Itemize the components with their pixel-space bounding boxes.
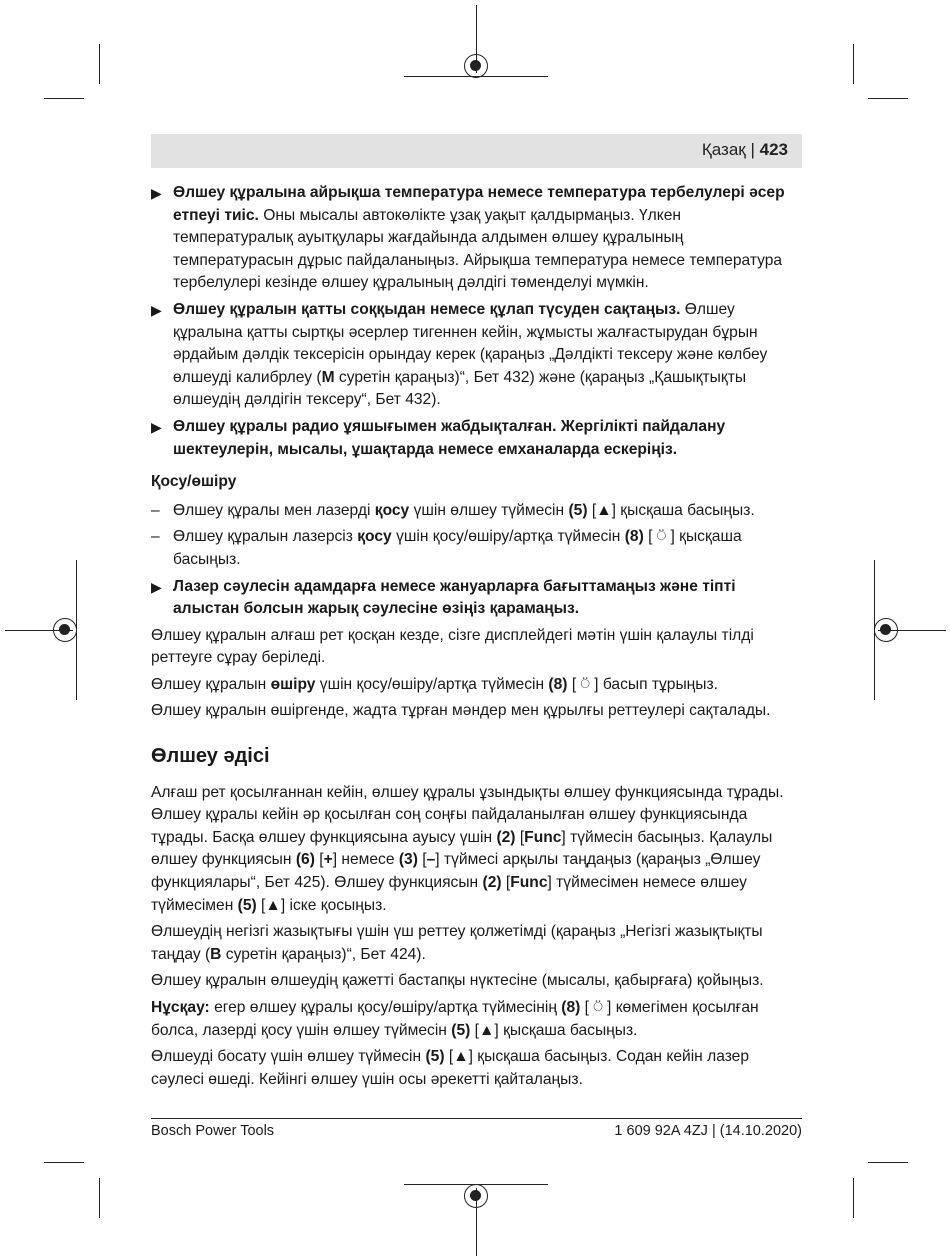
- paragraph: Өлшеу құралын өшіргенде, жадта тұрған мәндер мен құрылғы реттеулері сақталады.: [151, 702, 771, 720]
- text: үшін қосу/өшіру/артқа түймесін: [315, 675, 549, 693]
- crop-mark: [99, 44, 100, 84]
- header-language: Қазақ: [701, 140, 746, 159]
- text: үшін қосу/өшіру/артқа түймесін: [391, 528, 625, 546]
- text: [: [515, 828, 525, 846]
- warning-bold: Өлшеу құралына айрықша температура немесе температура тербелулері әсер етпеуі тиіс.: [173, 184, 785, 224]
- emphasis: қосу: [357, 528, 392, 546]
- key-label: +: [323, 851, 333, 869]
- warning-text: Өлшеу құралына қатты сыртқы әсерлер тигеннен кейін, жұмысты жалғастырудан бұрын әрдайым дәлдік тексерісін орындау керек (қараңыз „Дәлдікті тексеру және көлбеу өлшеуді калибрлеу (: [173, 300, 768, 386]
- warning-item: [151, 182, 802, 295]
- paragraph: [151, 782, 802, 918]
- subsection-title: Қосу/өшіру: [151, 473, 237, 491]
- key-label: Func: [510, 874, 548, 892]
- text: [: [501, 874, 511, 892]
- crop-mark: [853, 44, 854, 84]
- triangle-bullet-icon: ▶: [151, 301, 162, 318]
- crop-mark: [868, 98, 908, 99]
- triangle-bullet-icon: ▶: [151, 578, 162, 595]
- key-ref: (8): [561, 999, 581, 1016]
- footer-docnum: 1 609 92A 4ZJ | (14.10.2020): [614, 1123, 802, 1139]
- key-label: –: [426, 851, 436, 869]
- text: үшін өлшеу түймесін: [409, 501, 569, 519]
- dash-bullet: –: [151, 501, 160, 519]
- warning-bold: Лазер сәулесін адамдарға немесе жануарларға бағыттамаңыз және тіпті алыстан болсын жарық сәулесіне өзіңіз қарамаңыз.: [173, 577, 736, 618]
- figure-ref: M: [321, 368, 335, 386]
- registration-mark: [874, 618, 898, 642]
- text: [ ⍥ ] қысқаша басыңыз.: [173, 528, 742, 568]
- key-label: Func: [524, 828, 562, 846]
- text: [▲] іске қосыңыз.: [256, 896, 387, 914]
- key-ref: (5): [568, 501, 588, 519]
- paragraph: [151, 1046, 802, 1091]
- text: [▲] қысқаша басыңыз.: [470, 1021, 638, 1039]
- key-ref: (3): [398, 851, 418, 869]
- text: Өлшеу құралын лазерсіз: [173, 528, 358, 546]
- key-ref: (8): [624, 528, 644, 546]
- page-header: [151, 134, 802, 168]
- section-title: Өлшеу әдісі: [151, 745, 270, 768]
- text: ] түймесі арқылы таңдаңыз (қараңыз „Өлшеу функциялары“, Бет 425). Өлшеу функциясын: [151, 851, 761, 892]
- crop-mark: [868, 1162, 908, 1163]
- text: ] немесе: [332, 851, 399, 869]
- triangle-bullet-icon: ▶: [151, 418, 162, 435]
- header-text: [702, 140, 788, 160]
- footer-brand: Bosch Power Tools: [151, 1123, 275, 1139]
- warning-item: [151, 576, 802, 621]
- warning-text: Оны мысалы автокөлікте ұзақ уақыт қалдырмаңыз. Үлкен температуралық ауытқулары жағдайында алдымен өлшеу құралының температурасын дұрыс пайдаланыңыз. Айрықша температура немесе температура тербелулері кезінде өлшеу құралының дәлдігі төменделуі мүмкін.: [173, 206, 783, 292]
- key-ref: (2): [496, 828, 516, 846]
- text: Өлшеу құралы мен лазерді: [173, 501, 375, 519]
- triangle-bullet-icon: ▶: [151, 185, 162, 201]
- key-ref: (2): [482, 874, 502, 892]
- warning-item: [151, 299, 802, 412]
- warning-text: суретін қараңыз)“, Бет 432) және (қараңыз „Қашықтықты өлшеудің дәлдігін тексеру“, Бет 432).: [173, 368, 747, 409]
- key-ref: (8): [548, 675, 568, 693]
- key-ref: (6): [295, 851, 315, 869]
- text: ] түймесімен немесе өлшеу түймесімен: [151, 874, 747, 914]
- text: ] түймесін басыңыз. Қалаулы өлшеу функциясын: [151, 828, 773, 869]
- figure-ref: B: [210, 945, 222, 963]
- emphasis: қосу: [374, 501, 410, 519]
- text: [: [314, 851, 324, 869]
- list-item: [151, 526, 802, 571]
- key-ref: (5): [237, 896, 257, 914]
- page-number: 423: [759, 140, 788, 159]
- dash-bullet: –: [151, 528, 160, 546]
- key-ref: (5): [425, 1048, 445, 1066]
- crop-mark: [853, 1178, 854, 1218]
- text: [: [417, 851, 427, 869]
- header-separator: |: [750, 140, 755, 159]
- text: [ ⍥ ] көмегімен қосылған болса, лазерді қосу үшін өлшеу түймесін: [151, 999, 759, 1039]
- note-label: Нұсқау:: [151, 999, 210, 1016]
- warning-item: [151, 416, 802, 461]
- emphasis: өшіру: [270, 675, 316, 693]
- warning-bold: Өлшеу құралы радио ұяшығымен жабдықталған. Жергілікті пайдалану шектеулерін, мысалы, ұшақтарда немесе емханаларда ескеріңіз.: [173, 417, 726, 458]
- text: Өлшеудің негізгі жазықтығы үшін үш реттеу қолжетімді (қараңыз „Негізгі жазықтықты таңдау (: [151, 923, 763, 963]
- crop-mark: [99, 1178, 100, 1218]
- text: суретін қараңыз)“, Бет 424).: [221, 945, 426, 963]
- paragraph: [151, 674, 802, 697]
- warning-bold: Өлшеу құралын қатты соққыдан немесе құлап түсуден сақтаңыз.: [173, 300, 681, 318]
- registration-mark: [53, 618, 77, 642]
- paragraph: [151, 997, 802, 1042]
- text: [▲] қысқаша басыңыз.: [587, 501, 755, 519]
- crop-mark: [44, 98, 84, 99]
- page-footer: [151, 1118, 802, 1139]
- key-ref: (5): [451, 1021, 471, 1039]
- list-item: [151, 500, 802, 523]
- page-content: [151, 182, 802, 1095]
- text: егер өлшеу құралы қосу/өшіру/артқа түймесінің: [209, 999, 562, 1016]
- paragraph: [151, 921, 802, 966]
- crop-mark: [44, 1162, 84, 1163]
- paragraph: Өлшеу құралын алғаш рет қосқан кезде, сізге дисплейдегі мәтін үшін қалаулы тілді реттеуге сұрау беріледі.: [151, 626, 754, 667]
- registration-mark: [464, 54, 488, 78]
- text: [▲] қысқаша басыңыз. Содан кейін лазер сәулесі өшеді. Кейінгі өлшеу үшін осы әрекетті қайталаңыз.: [151, 1048, 750, 1088]
- text: Алғаш рет қосылғаннан кейін, өлшеу құралы ұзындықты өлшеу функциясында тұрады. Өлшеу құралы кейін әр қосылған соң соңғы пайдаланылған өлшеу функциясында тұрады. Басқа өлшеу функциясына ауысу үшін: [151, 783, 784, 846]
- text: Өлшеуді босату үшін өлшеу түймесін: [151, 1048, 426, 1066]
- text: [ ⍥ ] басып тұрыңыз.: [567, 675, 718, 693]
- text: Өлшеу құралын: [151, 675, 271, 693]
- paragraph: Өлшеу құралын өлшеудің қажетті бастапқы нүктесіне (мысалы, қабырғаға) қойыңыз.: [151, 972, 764, 990]
- registration-mark: [464, 1184, 488, 1208]
